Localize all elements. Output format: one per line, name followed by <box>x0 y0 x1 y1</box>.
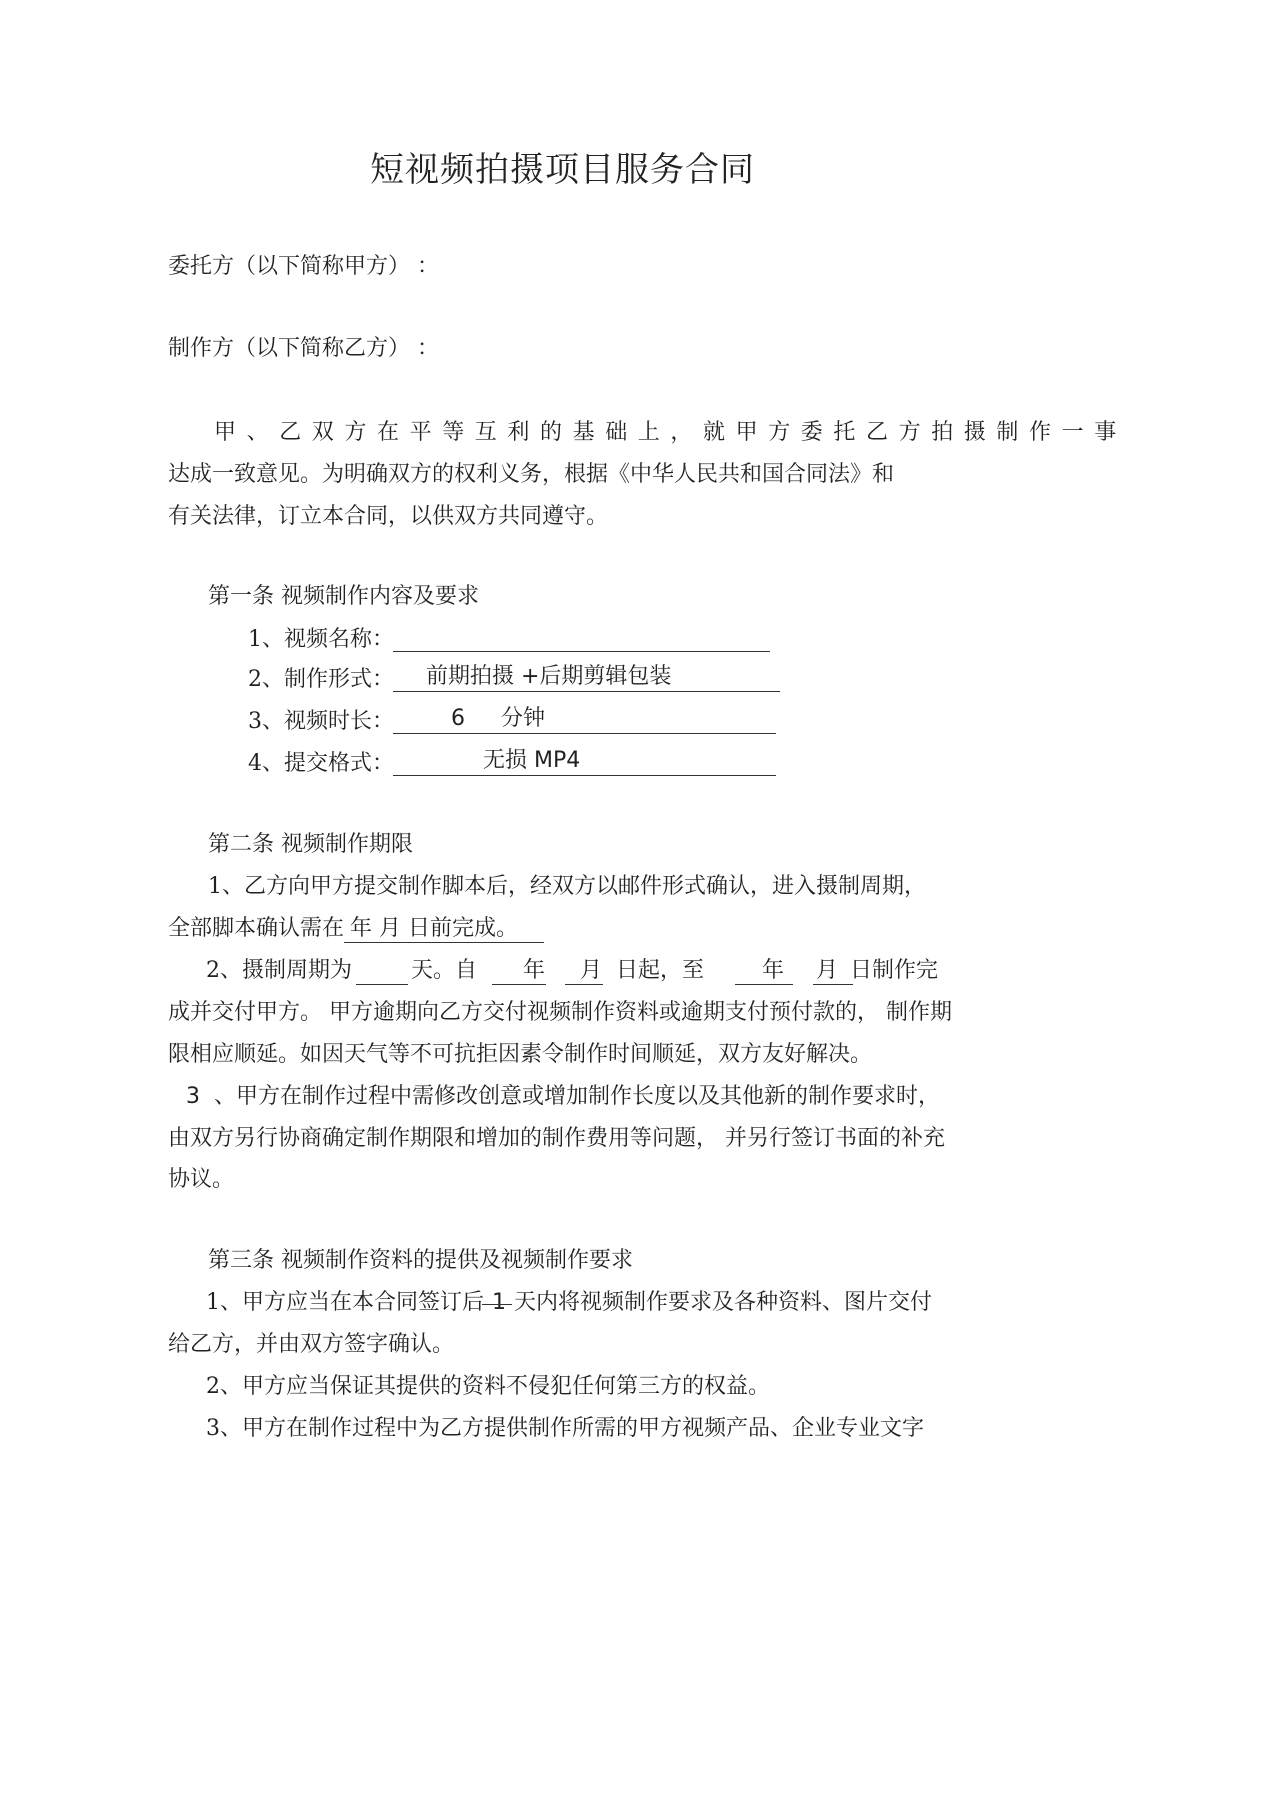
article-2-para-1-line-2a: 全部脚本确认需在 <box>168 916 345 941</box>
article-3-para-2: 2、甲方应当保证其提供的资料不侵犯任何第三方的权益。 <box>206 1374 770 1399</box>
article-2-para-2-d: 月 <box>580 958 603 983</box>
article-3-heading: 第三条 视频制作资料的提供及视频制作要求 <box>208 1248 633 1273</box>
script-deadline-underline <box>344 941 544 943</box>
article-2-para-2-line-3: 限相应顺延。如因天气等不可抗拒因素令制作时间顺延，双方友好解决。 <box>168 1042 873 1067</box>
article-2-para-2-g: 月 <box>816 958 839 983</box>
item-format-label: 2、制作形式： <box>248 667 394 692</box>
item-video-name-label: 1、视频名称： <box>248 627 394 652</box>
article-2-para-3-line-3: 协议。 <box>168 1167 235 1192</box>
article-3-days-value: 1 <box>492 1290 506 1315</box>
article-2-para-2-e: 日起，至 <box>616 958 705 983</box>
article-2-heading: 第二条 视频制作期限 <box>208 832 413 857</box>
article-2-para-2-f: 年 <box>762 958 785 983</box>
party-b-line: 制作方（以下简称乙方） ： <box>168 336 439 361</box>
preamble-line-2: 达成一致意见。为明确双方的权利义务，根据《中华人民共和国合同法》和 <box>168 462 895 487</box>
article-3-para-1-line-2: 给乙方，并由双方签字确认。 <box>168 1332 455 1357</box>
article-3-para-1-b: 天内将视频制作要求及各种资料、图片交付 <box>514 1290 933 1315</box>
article-3-para-1-a: 1、甲方应当在本合同签订后 <box>206 1290 484 1315</box>
item-delivery-format-label: 4、提交格式： <box>248 751 394 776</box>
article-2-para-2-c: 年 <box>523 958 546 983</box>
article-2-para-2-a: 2、摄制周期为 <box>206 958 352 983</box>
article-2-para-1-line-2b: 年 月 日前完成。 <box>350 916 518 941</box>
article-2-para-3-line-2: 由双方另行协商确定制作期限和增加的制作费用等问题， 并另行签订书面的补充 <box>168 1126 945 1151</box>
production-format-field <box>393 663 780 692</box>
preamble-line-1: 甲、乙双方在平等互利的基础上，就甲方委托乙方拍摄制作一事 <box>214 420 1127 445</box>
item-duration-label: 3、视频时长： <box>248 709 394 734</box>
article-1-heading: 第一条 视频制作内容及要求 <box>208 584 479 609</box>
document-title: 短视频拍摄项目服务合同 <box>370 150 755 190</box>
video-duration-value: 6 <box>451 706 465 731</box>
video-duration-field <box>393 705 776 734</box>
article-3-days-underline <box>482 1303 512 1305</box>
article-2-para-3-line-1: 、甲方在制作过程中需修改创意或增加制作长度以及其他新的制作要求时， <box>214 1084 941 1109</box>
article-2-para-1-line-1: 1、乙方向甲方提交制作脚本后，经双方以邮件形式确认，进入摄制周期， <box>208 874 926 899</box>
video-duration-unit: 分钟 <box>501 706 546 731</box>
delivery-format-field <box>393 747 776 776</box>
article-3-para-3: 3、甲方在制作过程中为乙方提供制作所需的甲方视频产品、企业专业文字 <box>206 1416 924 1441</box>
party-a-line: 委托方（以下简称甲方） ： <box>168 254 439 279</box>
article-2-para-2-h: 日制作完 <box>850 958 939 983</box>
article-2-para-2-line-2: 成并交付甲方。 甲方逾期向乙方交付视频制作资料或逾期支付预付款的， 制作期 <box>168 1000 952 1025</box>
article-2-para-3-number: 3 <box>186 1084 200 1109</box>
delivery-format-value: 无损 MP4 <box>483 748 581 773</box>
production-format-value: 前期拍摄 +后期剪辑包装 <box>426 664 672 689</box>
preamble-line-3: 有关法律，订立本合同，以供双方共同遵守。 <box>168 504 609 529</box>
video-name-field <box>393 623 770 652</box>
article-2-para-2-b: 天。自 <box>411 958 478 983</box>
shoot-days-underline <box>356 983 408 985</box>
